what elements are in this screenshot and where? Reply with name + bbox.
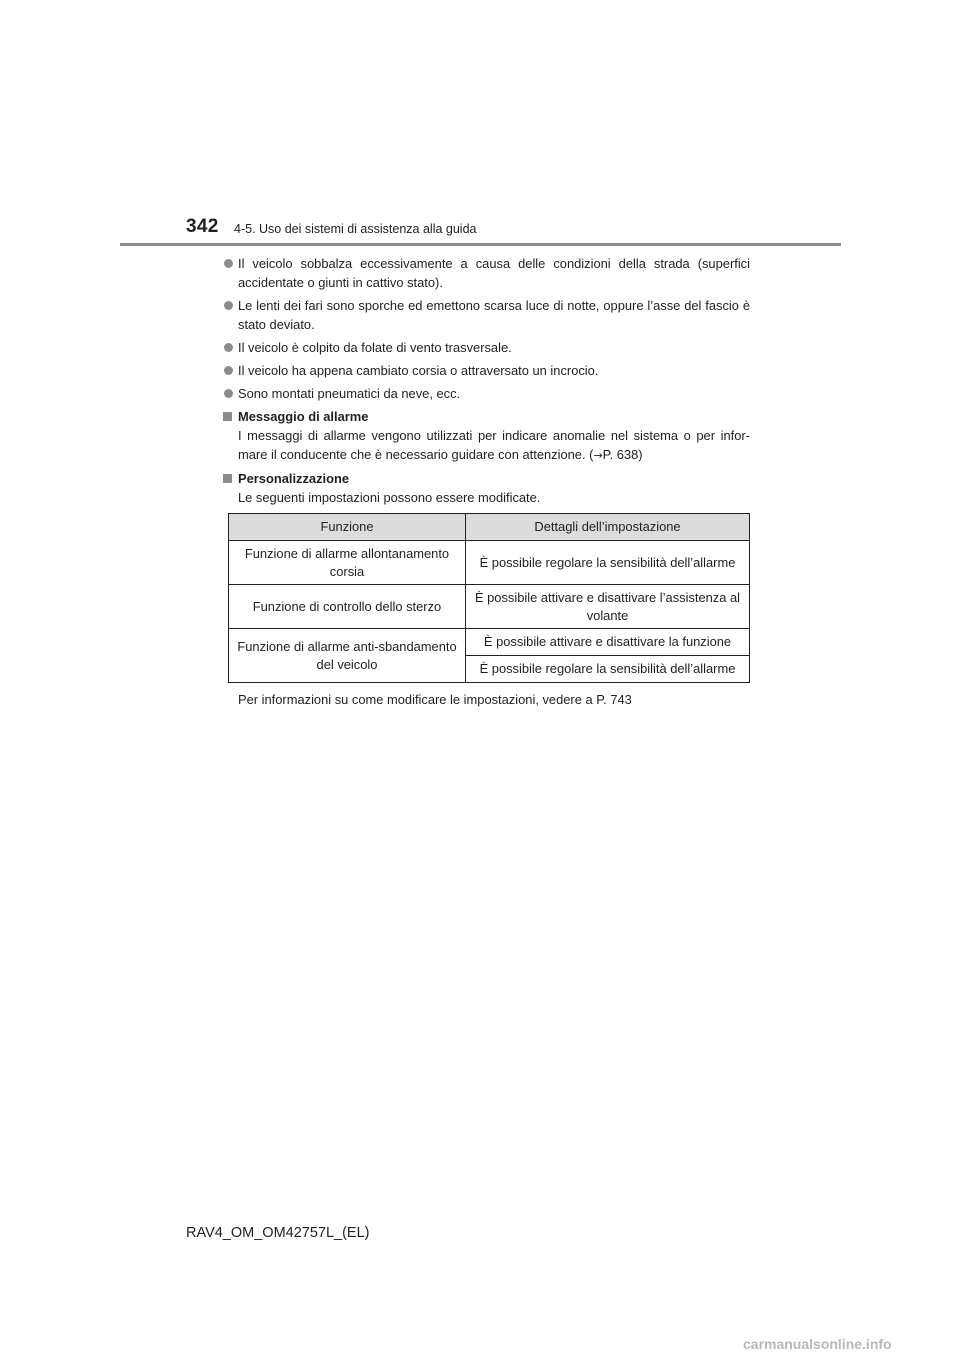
list-item-text: Il veicolo sobbalza eccessivamente a causa delle condizioni della strada (superfici accidentate o giunti in cattivo stato). [238,256,750,290]
customization-section [222,469,750,507]
customization-title: Personalizzazione [238,471,350,486]
page-reference-link[interactable]: P. 638) [602,447,643,462]
page-number: 342 [186,216,219,237]
watermark-logo: carmanualsonline.info [743,1336,892,1352]
list-item [222,254,750,292]
customization-heading [222,469,750,488]
bullet-icon [224,343,233,352]
bullet-icon [224,366,233,375]
warning-message-text: I messaggi di allarme vengono utilizzati per indicare anomalie nel sistema o per infor-mare il conducente che è necessario guidare con attenzione. ( [238,428,750,462]
table-cell-details: È possibile attivare e disattivare la funzione [466,629,750,656]
square-bullet-icon [223,474,232,483]
table-row [229,585,750,629]
list-item-text: Sono montati pneumatici da neve, ecc. [238,386,461,401]
page-header [0,0,960,250]
table-cell-function: Funzione di allarme anti-sbandamento del veicolo [229,629,466,683]
table-header-function: Funzione [229,514,466,541]
table-cell-function: Funzione di controllo dello sterzo [229,585,466,629]
table-row [229,541,750,585]
customization-body: Le seguenti impostazioni possono essere modificate. [238,490,541,505]
warning-message-body [222,426,750,465]
list-item-text: Il veicolo è colpito da folate di vento trasversale. [238,340,512,355]
list-item-text: Il veicolo ha appena cambiato corsia o attraversato un incrocio. [238,363,599,378]
settings-footnote: Per informazioni su come modificare le impostazioni, vedere a P. 743 [238,692,632,707]
square-bullet-icon [223,412,232,421]
warning-message-title: Messaggio di allarme [238,409,369,424]
bullet-icon [224,301,233,310]
condition-list [222,254,750,403]
table-cell-details: È possibile attivare e disattivare l’assistenza al volante [466,585,750,629]
page-content [222,254,750,709]
list-item [222,338,750,357]
list-item [222,384,750,403]
settings-table [228,513,750,683]
list-item-text: Le lenti dei fari sono sporche ed emettono scarsa luce di notte, oppure l’asse del fascio è stato deviato. [238,298,750,332]
warning-message-section [222,407,750,465]
table-header-details: Dettagli dell’impostazione [466,514,750,541]
bullet-icon [224,389,233,398]
list-item [222,296,750,334]
table-cell-details: È possibile regolare la sensibilità dell’allarme [466,656,750,683]
section-title: 4-5. Uso dei sistemi di assistenza alla guida [234,222,477,236]
table-row [229,629,750,656]
bullet-icon [224,259,233,268]
warning-message-heading [222,407,750,426]
table-cell-details: È possibile regolare la sensibilità dell’allarme [466,541,750,585]
document-code: RAV4_OM_OM42757L_(EL) [186,1225,370,1241]
table-cell-function: Funzione di allarme allontanamento corsia [229,541,466,585]
header-divider [120,243,841,246]
arrow-right-icon: → [593,449,603,462]
list-item [222,361,750,380]
